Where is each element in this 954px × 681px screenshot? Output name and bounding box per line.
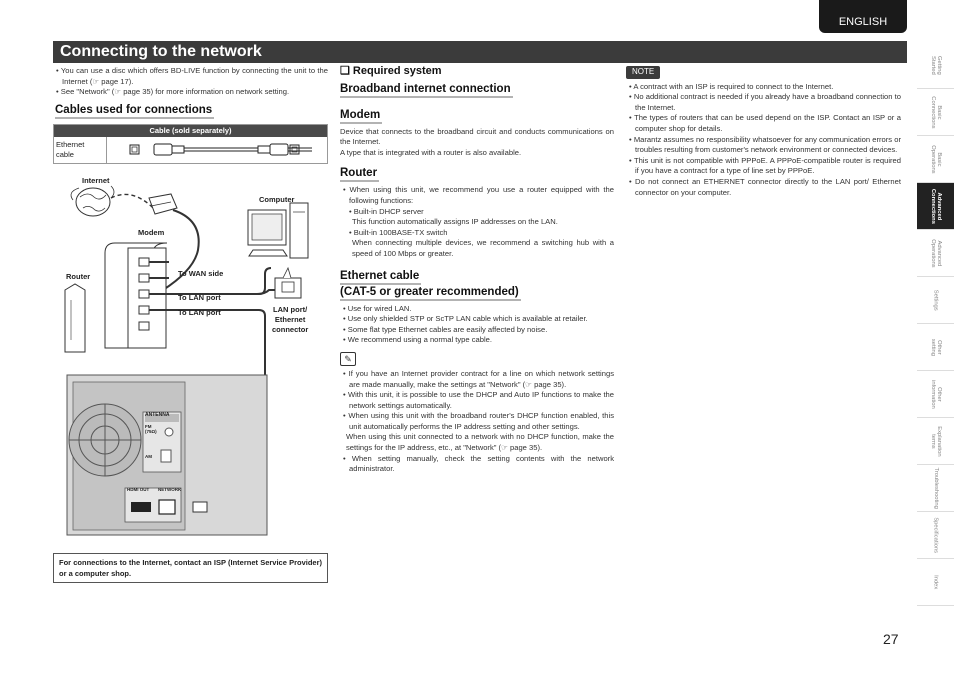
note-bullet-2: • No additional contract is needed if you already have a broadband connection to the Internet. [629,92,901,112]
router-sub-1: • Built-in DHCP server [349,206,424,216]
required-system-section [340,66,614,475]
modem-icon [149,194,177,214]
intro-section [53,66,328,98]
tip-text-4: When using this unit connected to a network with no DHCP function, make the settings for the IP address, etc., at "Network" (☞ page 35). [346,432,614,453]
ethernet-bullet-2: • Use only shielded STP or ScTP LAN cable which is available at retailer. [343,314,588,324]
hdmi-out-label: HDMI OUT [127,487,150,492]
sidebar-item-advanced-operations[interactable]: Advanced Operations [917,230,954,277]
note-bullet-6: • Do not connect an ETHERNET connector directly to the LAN port/ Ethernet connector on your computer. [629,176,901,197]
language-tab[interactable] [819,0,907,33]
required-system-title: ❑ Required system [340,65,442,77]
page-title: Connecting to the network [53,41,907,63]
sidebar-item-getting-started[interactable]: Getting Started [917,42,954,89]
sidebar-item-specifications[interactable]: Specifications [917,512,954,559]
tip-bullet-2: • With this unit, it is possible to use the DHCP and Auto IP functions to make the network settings automatically. [343,390,614,410]
internet-label: Internet [82,176,110,185]
globe-icon [71,186,114,216]
note-badge: NOTE [626,66,660,79]
tip-bullet-5: • When setting manually, check the setting contents with the network administrator. [343,453,614,474]
am-label: AM [145,454,152,459]
intro-bullet-2: • See "Network" (☞ page 35) for more information on network setting. [56,87,290,97]
cable-table-header: Cable (sold separately) [54,125,327,137]
sidebar-item-troubleshooting[interactable]: Troubleshooting [917,465,954,512]
lan-label-2: To LAN port [178,308,221,317]
sidebar-item-index[interactable]: Index [917,559,954,606]
lan-port-icon [275,268,301,298]
player-back-panel [67,375,267,535]
note-bullet-5: • This unit is not compatible with PPPoE. A PPPoE-compatible router is required if you have a contract for a type of line set by PPPoE. [629,155,901,176]
cable-row-label: Ethernet cable [56,140,85,159]
ethernet-plug-icon [204,141,324,159]
broadband-heading: Broadband internet connection [340,82,513,98]
router-label: Router [66,272,91,281]
router-sub-2: This function automatically assigns IP addresses on the LAN. [352,217,558,227]
ethernet-bullet-4: • We recommend using a normal type cable. [343,335,492,345]
sidebar-item-basic-connections[interactable]: Basic Connections [917,89,954,136]
cable-table [53,124,328,164]
fm-label: FM (75Ω) [145,424,157,434]
sidebar-item-basic-operations[interactable]: Basic Operations [917,136,954,183]
language-label: ENGLISH [838,16,888,28]
small-router-icon [65,284,85,352]
ethernet-bullet-1: • Use for wired LAN. [343,303,412,313]
ethernet-heading-1: Ethernet cable [340,269,421,285]
network-label: NETWORK [158,487,182,492]
sidebar-item-explanation-terms[interactable]: Explanation terms [917,418,954,465]
router-bullet: • When using this unit, we recommend you use a router equipped with the following functions: [343,185,614,205]
sidebar-item-other-information[interactable]: Other information [917,371,954,418]
router-heading: Router [340,166,379,182]
modem-label: Modem [138,228,165,237]
isp-notice-box: For connections to the Internet, contact an ISP (Internet Service Provider) or a computer shop. [53,553,328,583]
modem-text-1: Device that connects to the broadband circuit and conducts communications on the Internet. [340,126,614,147]
note-bullet-4: • Marantz assumes no responsibility whatsoever for any communication errors or troubles resulting from customer's network environment or connected devices. [629,134,901,155]
modem-heading: Modem [340,108,382,124]
router-icon [105,243,167,348]
sidebar-item-settings[interactable]: Settings [917,277,954,324]
section-sidebar [917,42,954,606]
network-diagram [53,170,333,550]
sidebar-item-advanced-connections[interactable]: Advanced Connections [917,183,954,230]
computer-label: Computer [259,195,295,204]
checkbox-icon: ❑ [340,65,353,77]
note-section [626,66,901,198]
page-number: 27 [883,631,899,647]
tip-bullet-3: • When using this unit with the broadband router's DHCP function enabled, this unit automatically performs the IP address setting and other settings. [343,411,614,431]
tip-bullet-1: • If you have an Internet provider contract for a line on which network settings are made manually, make the settings at "Network" (☞ page 35). [343,368,614,389]
lan-label-1: To LAN port [178,293,221,302]
router-sub-4: When connecting multiple devices, we recommend a switching hub with a speed of 100 Mbps or greater. [352,238,614,258]
antenna-label: ANTENNA [145,412,170,418]
note-bullet-3: • The types of routers that can be used depend on the ISP. Contact an ISP or a computer shop for details. [629,113,901,133]
cables-heading: Cables used for connections [55,103,214,119]
router-sub-3: • Built-in 100BASE-TX switch [349,227,448,237]
intro-bullet-1: • You can use a disc which offers BD-LIVE function by connecting the unit to the Internet (☞ page 17). [56,66,328,86]
note-bullet-1: • A contract with an ISP is required to connect to the Internet. [629,81,834,91]
ethernet-bullet-3: • Some flat type Ethernet cables are easily affected by noise. [343,324,548,334]
wan-label: To WAN side [178,269,224,278]
lan-port-label: LAN port/ Ethernet connector [272,305,309,334]
ethernet-heading-2: (CAT-5 or greater recommended) [340,285,521,301]
pencil-icon: ✎ [340,352,356,366]
computer-icon [248,203,308,258]
sidebar-item-other-setting[interactable]: Other setting [917,324,954,371]
modem-text-2: A type that is integrated with a router is also available. [340,147,522,157]
